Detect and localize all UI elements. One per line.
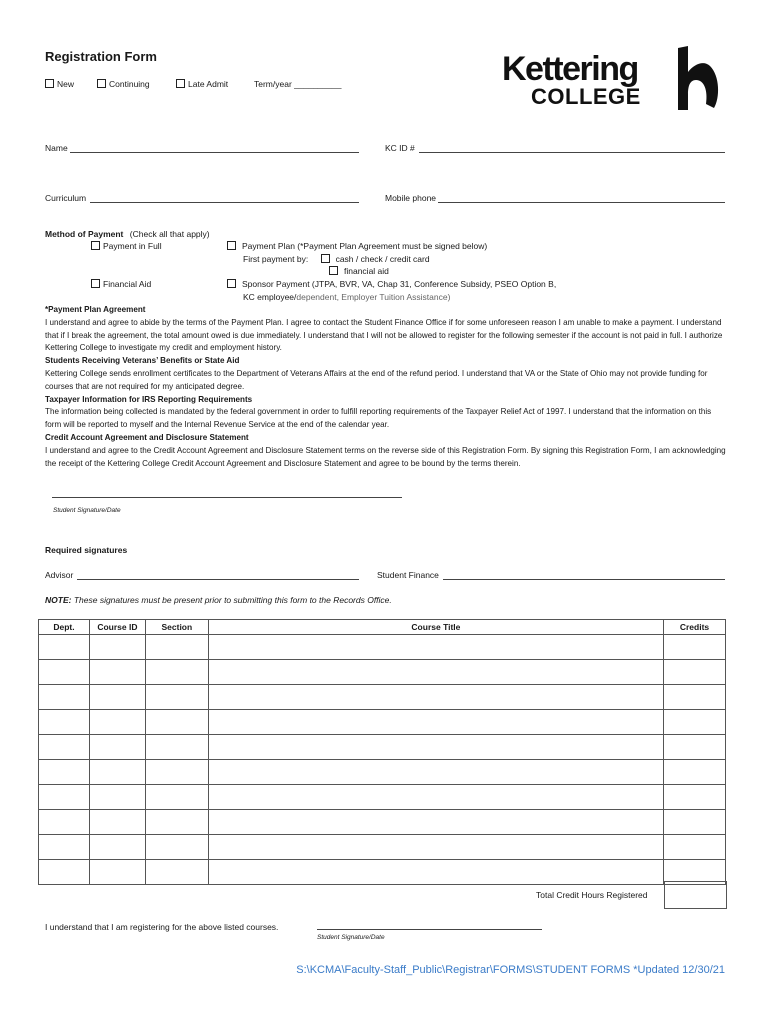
table-row <box>39 660 726 685</box>
cash-check-credit-checkbox[interactable] <box>321 254 330 263</box>
payment-plan-heading: *Payment Plan Agreement <box>45 305 146 314</box>
dept-cell[interactable] <box>39 810 90 835</box>
course-id-header: Course ID <box>89 620 145 635</box>
payment-in-full-label: Payment in Full <box>103 241 162 251</box>
payment-heading: Method of Payment <box>45 229 124 239</box>
financial-aid-option[interactable] <box>91 279 151 289</box>
student-finance-signature-line[interactable] <box>443 571 725 580</box>
first-payment-row <box>243 254 430 264</box>
note-label: NOTE: <box>45 595 72 605</box>
dept-cell[interactable] <box>39 710 90 735</box>
name-input-line[interactable] <box>70 144 359 153</box>
table-row <box>39 710 726 735</box>
kc-id-label: KC ID # <box>385 143 415 153</box>
course-title-cell[interactable] <box>208 785 663 810</box>
course-title-header: Course Title <box>208 620 663 635</box>
dept-cell[interactable] <box>39 735 90 760</box>
credits-header: Credits <box>664 620 726 635</box>
payment-plan-option[interactable] <box>227 241 487 251</box>
curriculum-input-line[interactable] <box>90 194 359 203</box>
table-row <box>39 685 726 710</box>
section-cell[interactable] <box>145 735 208 760</box>
late-admit-checkbox[interactable] <box>176 79 185 88</box>
table-row <box>39 810 726 835</box>
credits-cell[interactable] <box>664 635 726 660</box>
registration-statement: I understand that I am registering for the above listed courses. <box>45 922 279 932</box>
section-cell[interactable] <box>145 660 208 685</box>
student-finance-field[interactable] <box>377 570 725 580</box>
table-row <box>39 835 726 860</box>
sponsor-continued-b: dependent, Employer Tuition Assistance) <box>296 292 451 302</box>
status-late-admit[interactable] <box>176 79 254 89</box>
kettering-k-icon <box>670 46 722 112</box>
payment-in-full-option[interactable] <box>91 241 162 251</box>
kc-id-input-line[interactable] <box>419 144 725 153</box>
sponsor-continued-a: KC employee/ <box>243 292 297 302</box>
credits-cell[interactable] <box>664 760 726 785</box>
course-id-cell[interactable] <box>89 810 145 835</box>
veterans-text: Kettering College sends enrollment certificates to the Department of Veterans Affairs at the end of the refund period. I understand that VA or the State of Ohio may not provide funding for courses that are not required for my anticipated degree. <box>45 368 708 391</box>
course-title-cell[interactable] <box>208 660 663 685</box>
payment-plan-text: I understand and agree to abide by the terms of the Payment Plan. I agree to contact the Student Finance Office if for some unforeseen reason I am unable to make a payment. I understand that if I break the agreement, the total amount owed is due immediately. I understand that I will not be allowed to register for the following semester if the account is not paid in full. I authorize Kettering College to investigate my credit and employment history. <box>45 317 723 353</box>
section-cell[interactable] <box>145 835 208 860</box>
course-title-cell[interactable] <box>208 810 663 835</box>
course-id-cell[interactable] <box>89 860 145 885</box>
kc-id-field[interactable] <box>385 143 725 153</box>
signature-note <box>45 595 392 605</box>
credits-cell[interactable] <box>664 735 726 760</box>
fin-aid-payment-label: financial aid <box>344 266 389 276</box>
payment-heading-row <box>45 229 210 239</box>
credits-cell[interactable] <box>664 710 726 735</box>
first-payment-label: First payment by: <box>243 254 309 264</box>
dept-cell[interactable] <box>39 860 90 885</box>
credits-cell[interactable] <box>664 835 726 860</box>
course-id-cell[interactable] <box>89 785 145 810</box>
course-title-cell[interactable] <box>208 835 663 860</box>
mobile-phone-input-line[interactable] <box>438 194 725 203</box>
mobile-phone-field[interactable] <box>385 193 725 203</box>
credit-heading: Credit Account Agreement and Disclosure Statement <box>45 432 249 442</box>
total-credit-hours-box[interactable] <box>664 881 727 909</box>
required-signatures-heading: Required signatures <box>45 545 128 555</box>
mobile-phone-label: Mobile phone <box>385 193 437 203</box>
fin-aid-payment-checkbox[interactable] <box>329 266 338 275</box>
bottom-signature-caption: Student Signature/Date <box>317 934 385 941</box>
total-credit-hours-label: Total Credit Hours Registered <box>536 890 648 900</box>
new-checkbox[interactable] <box>45 79 54 88</box>
dept-cell[interactable] <box>39 760 90 785</box>
payment-heading-note: (Check all that apply) <box>129 229 210 239</box>
file-path-footer: S:\KCMA\Faculty-Staff_Public\Registrar\FORMS\STUDENT FORMS *Updated 12/30/21 <box>296 964 725 976</box>
section-header: Section <box>145 620 208 635</box>
cash-check-credit-label: cash / check / credit card <box>335 254 430 264</box>
section-cell[interactable] <box>145 685 208 710</box>
continuing-checkbox[interactable] <box>97 79 106 88</box>
payment-plan-checkbox[interactable] <box>227 241 236 250</box>
status-new-label: New <box>57 79 75 89</box>
status-late-admit-label: Late Admit <box>188 79 229 89</box>
term-year-label: Term/year <box>254 79 292 89</box>
veterans-heading: Students Receiving Veterans’ Benefits or State Aid <box>45 356 240 366</box>
payment-plan-label: Payment Plan (*Payment Plan Agreement must be signed below) <box>242 241 488 251</box>
course-id-cell[interactable] <box>89 660 145 685</box>
curriculum-field[interactable] <box>45 193 359 203</box>
financial-aid-checkbox[interactable] <box>91 279 100 288</box>
table-row <box>39 735 726 760</box>
advisor-field[interactable] <box>45 570 359 580</box>
course-id-cell[interactable] <box>89 710 145 735</box>
financial-aid-label: Financial Aid <box>103 279 152 289</box>
credits-cell[interactable] <box>664 785 726 810</box>
course-title-cell[interactable] <box>208 685 663 710</box>
student-signature-line[interactable] <box>52 497 402 498</box>
course-title-cell[interactable] <box>208 735 663 760</box>
course-table <box>38 619 726 885</box>
term-year-blank: __________ <box>294 79 342 89</box>
note-text: These signatures must be present prior to submitting this form to the Records Office. <box>73 595 392 605</box>
advisor-signature-line[interactable] <box>77 571 359 580</box>
term-year-field[interactable] <box>254 79 341 89</box>
course-id-cell[interactable] <box>89 835 145 860</box>
course-table-header <box>39 620 726 635</box>
dept-cell[interactable] <box>39 635 90 660</box>
sponsor-payment-label: Sponsor Payment (JTPA, BVR, VA, Chap 31, Conference Subsidy, PSEO Option B, <box>242 279 557 289</box>
logo-subtitle: COLLEGE <box>531 84 641 109</box>
section-cell[interactable] <box>145 760 208 785</box>
status-continuing[interactable] <box>97 79 176 89</box>
course-title-cell[interactable] <box>208 860 663 885</box>
section-cell[interactable] <box>145 860 208 885</box>
payment-in-full-checkbox[interactable] <box>91 241 100 250</box>
irs-text: The information being collected is mandated by the federal government in order to fulfill reporting requirements of the Taxpayer Relief Act of 1997. I understand that the information on this form will be reported to myself and the Internal Revenue Service at the end of the calendar year. <box>45 407 712 430</box>
table-row <box>39 635 726 660</box>
section-cell[interactable] <box>145 710 208 735</box>
status-new[interactable] <box>45 79 97 89</box>
fin-aid-payment-row[interactable] <box>329 266 389 276</box>
course-title-cell[interactable] <box>208 710 663 735</box>
sponsor-payment-continued <box>243 292 450 302</box>
credits-cell[interactable] <box>664 810 726 835</box>
sponsor-payment-checkbox[interactable] <box>227 279 236 288</box>
irs-heading: Taxpayer Information for IRS Reporting Requirements <box>45 394 253 404</box>
sponsor-payment-option[interactable] <box>227 279 556 289</box>
table-row <box>39 860 726 885</box>
course-id-cell[interactable] <box>89 685 145 710</box>
credit-text: I understand and agree to the Credit Account Agreement and Disclosure Statement terms on the reverse side of this Registration Form. By signing this Registration Form, I am acknowledging the receipt of the Kettering College Credit Account Agreement and Disclosure Statement and agree to be bound by the terms therein. <box>45 445 726 468</box>
dept-cell[interactable] <box>39 785 90 810</box>
curriculum-label: Curriculum <box>45 193 87 203</box>
dept-cell[interactable] <box>39 660 90 685</box>
dept-cell[interactable] <box>39 835 90 860</box>
credits-cell[interactable] <box>664 660 726 685</box>
advisor-label: Advisor <box>45 570 74 580</box>
logo-wordmark: Kettering <box>502 50 638 88</box>
bottom-signature-line[interactable] <box>317 929 542 930</box>
credits-cell[interactable] <box>664 685 726 710</box>
course-id-cell[interactable] <box>89 760 145 785</box>
table-row <box>39 760 726 785</box>
kettering-college-logo <box>500 50 730 112</box>
course-id-cell[interactable] <box>89 735 145 760</box>
dept-cell[interactable] <box>39 685 90 710</box>
status-continuing-label: Continuing <box>109 79 150 89</box>
student-signature-caption: Student Signature/Date <box>53 507 121 514</box>
name-label: Name <box>45 143 68 153</box>
course-title-cell[interactable] <box>208 635 663 660</box>
table-row <box>39 785 726 810</box>
name-field[interactable] <box>45 143 359 153</box>
dept-header: Dept. <box>39 620 90 635</box>
form-title: Registration Form <box>45 49 157 64</box>
section-cell[interactable] <box>145 785 208 810</box>
section-cell[interactable] <box>145 635 208 660</box>
student-finance-label: Student Finance <box>377 570 439 580</box>
status-options <box>45 79 341 89</box>
course-id-cell[interactable] <box>89 635 145 660</box>
section-cell[interactable] <box>145 810 208 835</box>
terms-section <box>45 304 727 470</box>
course-title-cell[interactable] <box>208 760 663 785</box>
